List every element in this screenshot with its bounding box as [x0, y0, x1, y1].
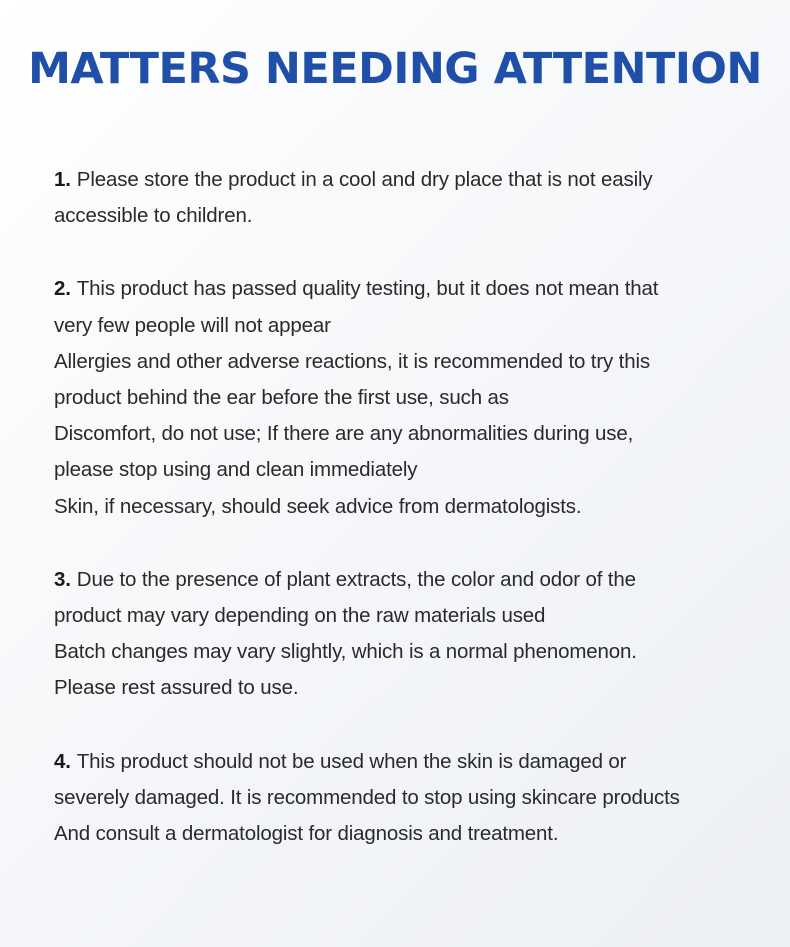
note-line — [54, 562, 744, 598]
note-number: 1. — [54, 168, 71, 191]
note-line: accessible to children. — [54, 204, 253, 228]
note-text: This product has passed quality testing, but it does not mean that — [76, 277, 659, 301]
note-line: very few people will not appear — [54, 313, 331, 337]
note-line: Discomfort, do not use; If there are any abnormalities during use, — [54, 422, 634, 446]
note-number: 3. — [54, 567, 71, 591]
note-number: 4. — [54, 749, 71, 773]
attention-item-3 — [54, 562, 744, 707]
attention-item-2 — [54, 271, 744, 524]
note-text: Please store the product in a cool and dry place that is not easily — [76, 168, 653, 191]
note-line: And consult a dermatologist for diagnosis and treatment. — [54, 822, 559, 846]
attention-item-4 — [54, 744, 744, 853]
note-line: Batch changes may vary slightly, which is a normal phenomenon. — [54, 640, 637, 664]
note-number: 2. — [54, 277, 71, 301]
note-line: severely damaged. It is recommended to stop using skincare products — [54, 785, 680, 809]
note-line: Allergies and other adverse reactions, it is recommended to try this — [54, 349, 650, 373]
note-line — [54, 162, 744, 198]
note-line: product behind the ear before the first use, such as — [54, 386, 509, 410]
note-text: This product should not be used when the skin is damaged or — [76, 749, 627, 773]
note-line — [54, 271, 744, 307]
attention-list — [54, 162, 744, 889]
note-line: Skin, if necessary, should seek advice from dermatologists. — [54, 494, 582, 518]
note-text: Due to the presence of plant extracts, the color and odor of the — [76, 567, 636, 591]
note-line — [54, 744, 744, 780]
note-line: please stop using and clean immediately — [54, 458, 418, 482]
page-title: MATTERS NEEDING ATTENTION — [28, 44, 762, 94]
note-line: product may vary depending on the raw materials used — [54, 604, 546, 628]
attention-item-1 — [54, 162, 744, 234]
note-line: Please rest assured to use. — [54, 676, 299, 700]
